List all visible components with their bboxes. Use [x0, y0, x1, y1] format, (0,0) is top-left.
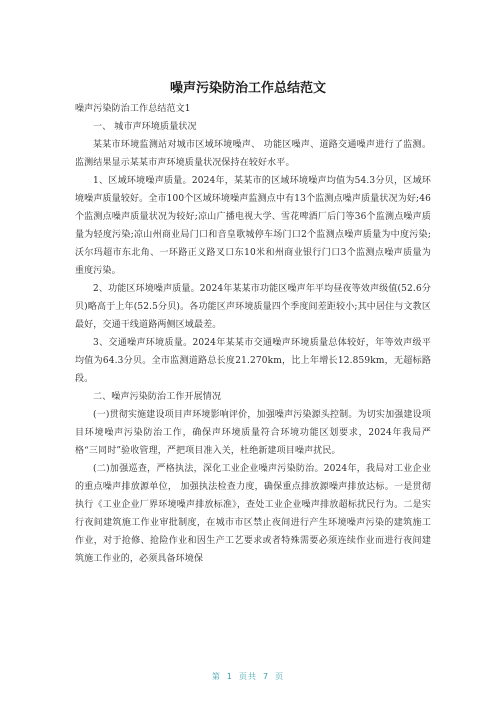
paragraph: 1、区域环境噪声质量。2024年，某某市的区域环境噪声均值为54.3分贝，区域环境噪声质量较好。全市100个区域环境噪声监测点中有13个监测点噪声质量状况为好;46个监测点噪声质量状况为较好;凉山广播电视大学、雪花啤酒厂后门等36个监测点噪声质量为轻度污染;凉山州商业局门口和音皇歌城停车场门口2个监测点噪声质量为中度污染;沃尔玛超市东北角、一环路正义路叉口东10米和州商业银行门口3个监测点噪声质量为重度污染。 — [75, 176, 431, 276]
footer-total-pages: 7 — [263, 672, 270, 681]
section-heading-1: 一、 城市声环境质量状况 — [93, 122, 197, 132]
paragraph: 2、功能区环境噪声质量。2024年某某市功能区噪声年平均昼夜等效声级值(52.6分贝)略高于上年(52.5分贝)。各功能区声环境质量四个季度间差距较小;其中居住与文教区最好，交通干线道路两侧区域最差。 — [75, 284, 431, 330]
document-title: 噪声污染防治工作总结范文 — [169, 81, 326, 96]
footer-suffix: 页 — [275, 672, 285, 681]
footer-mid: 页共 — [239, 672, 257, 681]
section-heading-2: 二、噪声污染防治工作开展情况 — [93, 392, 222, 402]
paragraph-heading: 噪声污染防治工作总结范文1 — [75, 104, 191, 114]
footer-page-number: 1 — [226, 672, 233, 681]
footer-prefix: 第 — [211, 672, 221, 681]
paragraph: 3、交通噪声环境质量。2024年某某市交通噪声环境质量总体较好，年等效声级平均值为64.3分贝。全市监测道路总长度21.270km，比上年增长12.859km，无超标路段。 — [75, 338, 431, 384]
document-body — [75, 100, 431, 568]
page-footer — [0, 671, 496, 682]
paragraph: 某某市环境监测站对城市区域环境噪声、 功能区噪声、道路交通噪声进行了监测。监测结果显示某某市声环境质量状况保持在较好水平。 — [75, 140, 431, 168]
paragraph: (一)贯彻实施建设项目声环境影响评价，加强噪声污染源头控制。为切实加强建设项目环境噪声污染防治工作，确保声环境质量符合环境功能区划要求，2024年我局严格“三同时”验收管理，严把项目准入关，杜绝新建项目噪声扰民。 — [75, 410, 431, 456]
paragraph: (二)加强巡查，严格执法，深化工业企业噪声污染防治。2024年，我局对工业企业的重点噪声排放源单位， 加强执法检查力度，确保重点排放源噪声排放达标。一是贯彻执行《工业企业厂界环境噪声排放标准》，查处工业企业噪声排放超标扰民行为。二是实行夜间建筑施工作业审批制度，在城市市区禁止夜间进行产生环境噪声污染的建筑施工作业，对于抢修、抢险作业和因生产工艺要求或者特殊需要必须连续作业而进行夜间建筑施工作业的，必须具备环境保 — [75, 464, 431, 564]
